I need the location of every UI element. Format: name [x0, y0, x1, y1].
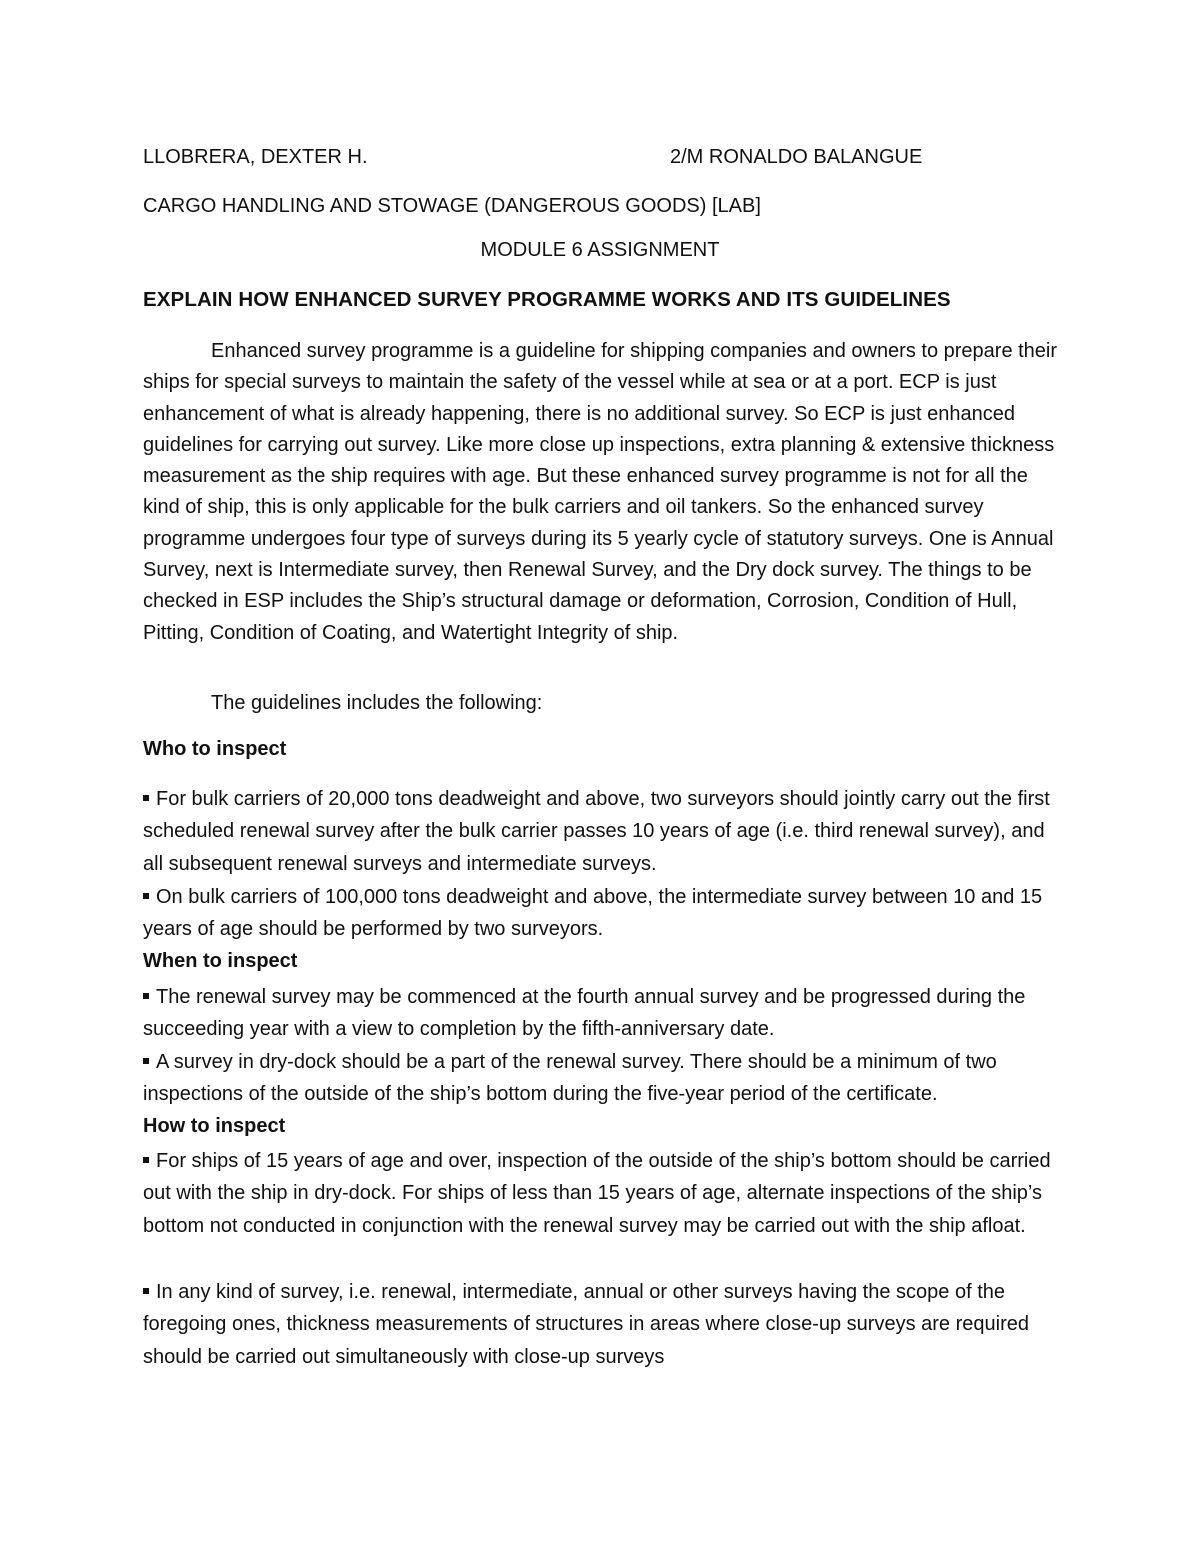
bullet-square-icon	[143, 795, 149, 801]
list-item-text: The renewal survey may be commenced at the fourth annual survey and be progressed during the succeeding year with a view to completion by the fifth-anniversary date.	[143, 986, 1026, 1041]
bullet-square-icon	[143, 1157, 149, 1163]
list-item-text: A survey in dry-dock should be a part of the renewal survey. There should be a minimum of two inspections of the outside of the ship’s bottom during the five-year period of the certificate.	[143, 1051, 997, 1106]
section-title-who: Who to inspect	[143, 738, 287, 760]
assignment-heading: EXPLAIN HOW ENHANCED SURVEY PROGRAMME WORKS AND ITS GUIDELINES	[143, 288, 951, 311]
section-title-how: How to inspect	[143, 1115, 286, 1137]
list-item	[143, 1276, 1063, 1373]
header-row	[143, 146, 1043, 169]
list-item-text: For ships of 15 years of age and over, inspection of the outside of the ship’s bottom should be carried out with the ship in dry-dock. For ships of less than 15 years of age, alternate inspections of the ship’s bottom not conducted in conjunction with the renewal survey may be carried out with the ship afloat.	[143, 1150, 1051, 1237]
module-title-row	[0, 239, 1200, 262]
list-item-text: In any kind of survey, i.e. renewal, intermediate, annual or other surveys having the scope of the foregoing ones, thickness measurements of structures in areas where close-up surveys are required should be carried out simultaneously with close-up surveys	[143, 1281, 1029, 1368]
bullet-square-icon	[143, 1288, 149, 1294]
student-name: LLOBRERA, DEXTER H.	[143, 146, 368, 168]
body-paragraph: Enhanced survey programme is a guideline for shipping companies and owners to prepare their ships for special surveys to maintain the safety of the vessel while at sea or at a port. ECP is just enhancement of what is already happening, there is no additional survey. So ECP is just enhanced guidelines for carrying out survey. Like more close up inspections, extra planning & extensive thickness measurement as the ship requires with age. But these enhanced survey programme is not for all the kind of ship, this is only applicable for the bulk carriers and oil tankers. So the enhanced survey programme undergoes four type of surveys during its 5 yearly cycle of statutory surveys. One is Annual Survey, next is Intermediate survey, then Renewal Survey, and the Dry dock survey. The things to be checked in ESP includes the Ship’s structural damage or deformation, Corrosion, Condition of Hull, Pitting, Condition of Coating, and Watertight Integrity of ship.	[143, 340, 1058, 644]
bullet-square-icon	[143, 993, 149, 999]
course-title: CARGO HANDLING AND STOWAGE (DANGEROUS GOODS) [LAB]	[143, 195, 761, 217]
guidelines-intro: The guidelines includes the following:	[211, 692, 543, 714]
list-item	[143, 1145, 1063, 1242]
list-item	[143, 881, 1063, 946]
list-item	[143, 1046, 1063, 1111]
instructor-name: 2/M RONALDO BALANGUE	[670, 146, 923, 168]
list-item	[143, 981, 1063, 1046]
section-title-when: When to inspect	[143, 950, 298, 972]
bullet-square-icon	[143, 1058, 149, 1064]
list-item	[143, 783, 1063, 880]
list-item-text: On bulk carriers of 100,000 tons deadweight and above, the intermediate survey between 10 and 15 years of age should be performed by two surveyors.	[143, 886, 1043, 941]
module-title: MODULE 6 ASSIGNMENT	[480, 239, 720, 261]
list-item-text: For bulk carriers of 20,000 tons deadweight and above, two surveyors should jointly carry out the first scheduled renewal survey after the bulk carrier passes 10 years of age (i.e. third renewal survey), and all subsequent renewal surveys and intermediate surveys.	[143, 788, 1050, 875]
bullet-square-icon	[143, 893, 149, 899]
